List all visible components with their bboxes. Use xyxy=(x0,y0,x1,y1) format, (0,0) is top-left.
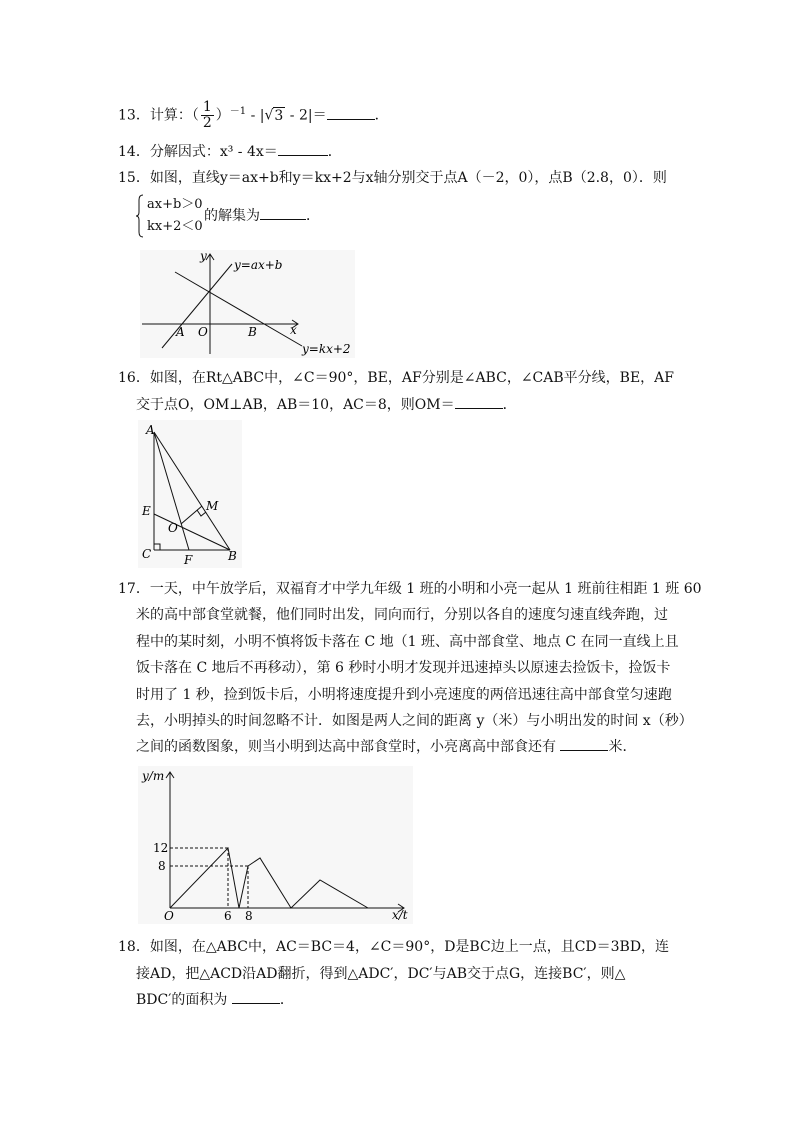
q17-tick-y-12: 12 xyxy=(153,841,169,855)
question-18 xyxy=(118,934,669,1014)
q15-after: 的解集为 xyxy=(204,208,260,224)
q15-x-label: x xyxy=(290,323,297,337)
q15-number: 15． xyxy=(118,170,150,186)
q17-line-6: 去，小明掉头的时间忽略不计．如图是两人之间的距离 y（米）与小明出发的时间 x（秒） xyxy=(136,713,693,730)
q18-line-1 xyxy=(118,934,669,961)
q14-text: 分解因式：x³ - 4x＝ xyxy=(149,144,278,160)
q16-label-f: F xyxy=(184,553,193,567)
q17-line-1 xyxy=(118,576,702,602)
q18-line-2: 接AD，把△ACD沿AD翻折，得到△ADC′，DC′与AB交于点G，连接BC′，则△ xyxy=(136,965,626,982)
q15-point-b-label: B xyxy=(248,325,257,339)
q17-tick-x-6: 6 xyxy=(224,909,232,923)
q17-ylabel: y/m xyxy=(142,769,165,783)
q13-frac-den: 2 xyxy=(202,115,212,131)
q14-number: 14． xyxy=(118,144,150,160)
q15-point-a-label: A xyxy=(176,325,185,339)
q13-exponent: －1 xyxy=(229,105,247,117)
q17-line-4: 饭卡落在 C 地后不再移动），第 6 秒时小明才发现并迅速掉头以原速去捡饭卡，捡饭卡 xyxy=(136,660,671,677)
q16-figure xyxy=(138,420,242,568)
q13-frac-num: 1 xyxy=(202,99,212,115)
question-15 xyxy=(118,168,667,188)
q17-line-5: 时用了 1 秒，捡到饭卡后，小明将速度提升到小亮速度的两倍迅速往高中部食堂匀速跑 xyxy=(136,686,672,703)
q15-brace xyxy=(136,194,144,238)
q16-answer-blank xyxy=(455,395,503,409)
q16-line2-row xyxy=(136,395,517,415)
q13-end: ． xyxy=(374,107,389,124)
question-13: 13．计算：（ $\frac{1}{2}$ ）$^{-1}$ - |√3 - 2|＝ ． xyxy=(118,99,389,131)
q18-text-3: BDC′的面积为 xyxy=(136,992,232,1008)
q15-line1: 如图，直线y＝ax+b和y＝kx+2与x轴分别交于点A（－2，0），点B（2.8，0）．则 xyxy=(149,170,667,186)
q15-origin-label: O xyxy=(198,325,208,339)
q16-label-m: M xyxy=(206,499,219,513)
q17-last-line: 之间的函数图象，则当小明到达高中部食堂时，小亮离高中部食还有 xyxy=(136,739,561,756)
q16-label-e: E xyxy=(142,504,151,518)
q18-answer-blank xyxy=(232,990,280,1004)
q13-mid2: - 2|＝ xyxy=(285,107,327,124)
q17-text-1: 一天，中午放学后，双福育才中学九年级 1 班的小明和小亮一起从 1 班前往相距 1 班 60 xyxy=(149,581,702,597)
q13-answer-blank xyxy=(327,106,375,120)
q15-line1-label: y=ax+b xyxy=(234,258,283,272)
q17-origin-label: O xyxy=(164,909,174,923)
q13-close-paren: ） xyxy=(215,107,230,124)
q15-system-lines xyxy=(147,194,203,238)
q15-y-label: y xyxy=(200,250,207,263)
q14-end: ． xyxy=(327,144,342,160)
q15-system-bottom: kx+2＜0 xyxy=(147,219,203,234)
q13-radicand: 3 xyxy=(274,107,284,124)
question-16 xyxy=(118,368,674,388)
q16-number: 16． xyxy=(118,370,150,386)
q17-answer-blank xyxy=(560,737,608,751)
q15-figure xyxy=(140,250,355,358)
q17-end: 米． xyxy=(608,739,637,756)
q13-lead: 计算：（ xyxy=(149,107,199,124)
question-14 xyxy=(118,142,342,162)
q17-line-2: 米的高中部食堂就餐，他们同时出发，同向而行，分别以各自的速度匀速直线奔跑，过 xyxy=(136,607,668,624)
q16-end: ． xyxy=(502,397,517,413)
q17-tick-y-8: 8 xyxy=(158,859,166,873)
q15-end: ． xyxy=(306,208,320,224)
q15-system-top: ax+b＞0 xyxy=(147,197,203,212)
q13-fraction xyxy=(201,100,214,131)
q17-line-3: 程中的某时刻，小明不慎将饭卡落在 C 地（1 班、高中部食堂、地点 C 在同一直线上且 xyxy=(136,633,679,650)
q17-line-7 xyxy=(118,734,702,760)
q17-number: 17． xyxy=(118,581,150,597)
q15-tail xyxy=(204,206,320,226)
q17-chart-bg xyxy=(138,766,413,924)
q15-line2-label: y=kx+2 xyxy=(302,342,351,356)
q16-line2: 交于点O，OM⊥AB，AB＝10，AC＝8，则OM＝ xyxy=(136,397,455,413)
q16-label-a: A xyxy=(146,423,155,437)
q13-number: 13． xyxy=(118,107,150,124)
q16-label-c: C xyxy=(142,547,152,561)
q15-answer-blank xyxy=(260,206,306,220)
q18-number: 18． xyxy=(118,939,150,955)
q18-line-3 xyxy=(118,987,669,1014)
q14-answer-blank xyxy=(278,142,328,156)
q16-line1: 如图，在Rt△ABC中，∠C＝90°，BE，AF分别是∠ABC，∠CAB平分线，BE，AF xyxy=(149,370,674,386)
question-17 xyxy=(118,576,702,761)
q16-label-b: B xyxy=(228,549,237,563)
q18-text-1: 如图，在△ABC中，AC＝BC＝4，∠C＝90°，D是BC边上一点，且CD＝3BD，连 xyxy=(149,939,670,955)
q18-end: ． xyxy=(279,992,294,1008)
q13-mid1: - | xyxy=(246,107,265,124)
q17-tick-x-8: 8 xyxy=(245,909,253,923)
q16-label-o: O xyxy=(168,521,178,535)
q17-xlabel: x/t xyxy=(392,908,408,922)
q17-chart xyxy=(138,766,413,924)
